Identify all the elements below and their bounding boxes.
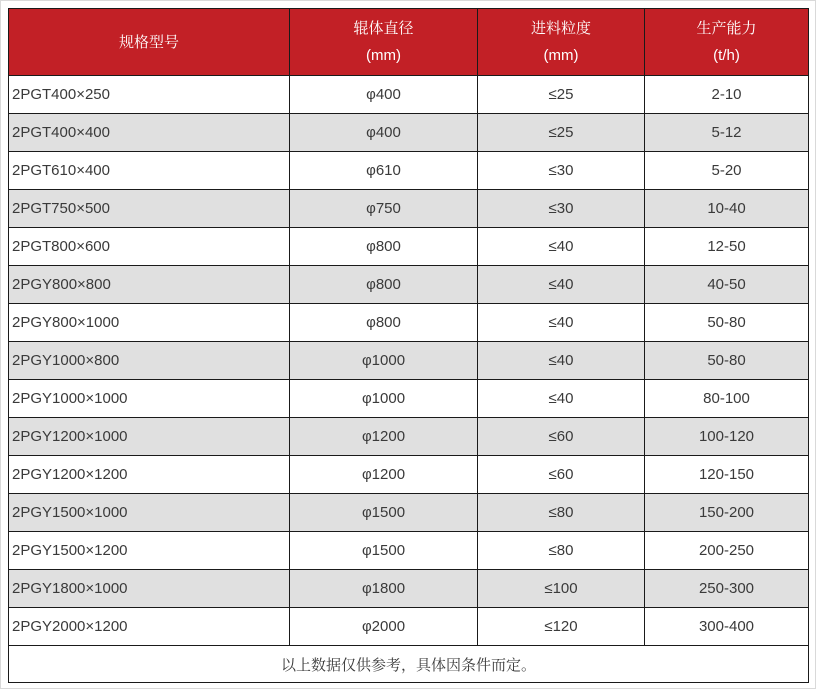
model-cell: 2PGY1000×800 bbox=[9, 342, 290, 380]
capacity-cell: 50-80 bbox=[645, 342, 809, 380]
table-row bbox=[9, 114, 809, 152]
model-cell: 2PGT800×600 bbox=[9, 228, 290, 266]
feed-cell: ≤25 bbox=[478, 114, 645, 152]
model-cell: 2PGY800×1000 bbox=[9, 304, 290, 342]
specifications-table bbox=[8, 8, 809, 683]
diameter-cell: φ610 bbox=[290, 152, 478, 190]
diameter-cell: φ1200 bbox=[290, 456, 478, 494]
diameter-cell: φ1800 bbox=[290, 570, 478, 608]
feed-cell: ≤80 bbox=[478, 532, 645, 570]
table-row bbox=[9, 342, 809, 380]
table-row bbox=[9, 608, 809, 646]
capacity-cell: 40-50 bbox=[645, 266, 809, 304]
feed-cell: ≤40 bbox=[478, 304, 645, 342]
header-unit: (mm) bbox=[543, 47, 579, 64]
capacity-cell: 50-80 bbox=[645, 304, 809, 342]
header-label: 辊体直径 bbox=[353, 20, 414, 37]
capacity-cell: 12-50 bbox=[645, 228, 809, 266]
diameter-cell: φ800 bbox=[290, 266, 478, 304]
feed-cell: ≤30 bbox=[478, 152, 645, 190]
footer-row bbox=[9, 646, 809, 683]
feed-cell: ≤40 bbox=[478, 266, 645, 304]
header-cell-feed bbox=[478, 9, 645, 76]
model-cell: 2PGY800×800 bbox=[9, 266, 290, 304]
table-body bbox=[9, 76, 809, 646]
footer-note: 以上数据仅供参考，具体因条件而定。 bbox=[9, 646, 809, 683]
feed-cell: ≤40 bbox=[478, 342, 645, 380]
feed-cell: ≤25 bbox=[478, 76, 645, 114]
diameter-cell: φ800 bbox=[290, 228, 478, 266]
feed-cell: ≤100 bbox=[478, 570, 645, 608]
capacity-cell: 200-250 bbox=[645, 532, 809, 570]
model-cell: 2PGY1500×1200 bbox=[9, 532, 290, 570]
model-cell: 2PGY1500×1000 bbox=[9, 494, 290, 532]
header-row bbox=[9, 9, 809, 76]
capacity-cell: 150-200 bbox=[645, 494, 809, 532]
header-cell-capacity bbox=[645, 9, 809, 76]
diameter-cell: φ800 bbox=[290, 304, 478, 342]
diameter-cell: φ1200 bbox=[290, 418, 478, 456]
table-row bbox=[9, 494, 809, 532]
feed-cell: ≤40 bbox=[478, 380, 645, 418]
capacity-cell: 250-300 bbox=[645, 570, 809, 608]
table-row bbox=[9, 570, 809, 608]
table-row bbox=[9, 418, 809, 456]
diameter-cell: φ2000 bbox=[290, 608, 478, 646]
table-row bbox=[9, 532, 809, 570]
feed-cell: ≤120 bbox=[478, 608, 645, 646]
diameter-cell: φ400 bbox=[290, 114, 478, 152]
header-unit: (t/h) bbox=[713, 47, 740, 64]
model-cell: 2PGY2000×1200 bbox=[9, 608, 290, 646]
table-row bbox=[9, 456, 809, 494]
feed-cell: ≤80 bbox=[478, 494, 645, 532]
table-row bbox=[9, 152, 809, 190]
capacity-cell: 5-12 bbox=[645, 114, 809, 152]
diameter-cell: φ750 bbox=[290, 190, 478, 228]
feed-cell: ≤60 bbox=[478, 418, 645, 456]
table-header bbox=[9, 9, 809, 76]
model-cell: 2PGY1200×1200 bbox=[9, 456, 290, 494]
model-cell: 2PGT750×500 bbox=[9, 190, 290, 228]
table-footer bbox=[9, 646, 809, 683]
diameter-cell: φ1500 bbox=[290, 532, 478, 570]
diameter-cell: φ1500 bbox=[290, 494, 478, 532]
feed-cell: ≤60 bbox=[478, 456, 645, 494]
capacity-cell: 120-150 bbox=[645, 456, 809, 494]
table-row bbox=[9, 304, 809, 342]
table-row bbox=[9, 228, 809, 266]
header-cell-diameter bbox=[290, 9, 478, 76]
model-cell: 2PGY1000×1000 bbox=[9, 380, 290, 418]
feed-cell: ≤40 bbox=[478, 228, 645, 266]
capacity-cell: 10-40 bbox=[645, 190, 809, 228]
header-label: 生产能力 bbox=[696, 20, 757, 37]
diameter-cell: φ1000 bbox=[290, 342, 478, 380]
feed-cell: ≤30 bbox=[478, 190, 645, 228]
capacity-cell: 80-100 bbox=[645, 380, 809, 418]
table-row bbox=[9, 380, 809, 418]
capacity-cell: 300-400 bbox=[645, 608, 809, 646]
capacity-cell: 5-20 bbox=[645, 152, 809, 190]
table-row bbox=[9, 266, 809, 304]
model-cell: 2PGY1200×1000 bbox=[9, 418, 290, 456]
capacity-cell: 100-120 bbox=[645, 418, 809, 456]
diameter-cell: φ1000 bbox=[290, 380, 478, 418]
model-cell: 2PGY1800×1000 bbox=[9, 570, 290, 608]
diameter-cell: φ400 bbox=[290, 76, 478, 114]
capacity-cell: 2-10 bbox=[645, 76, 809, 114]
table-row bbox=[9, 76, 809, 114]
header-label: 规格型号 bbox=[118, 33, 179, 51]
model-cell: 2PGT400×250 bbox=[9, 76, 290, 114]
header-label: 进料粒度 bbox=[530, 20, 591, 37]
model-cell: 2PGT610×400 bbox=[9, 152, 290, 190]
table-row bbox=[9, 190, 809, 228]
header-cell-model bbox=[9, 9, 290, 76]
model-cell: 2PGT400×400 bbox=[9, 114, 290, 152]
header-unit: (mm) bbox=[366, 47, 401, 64]
